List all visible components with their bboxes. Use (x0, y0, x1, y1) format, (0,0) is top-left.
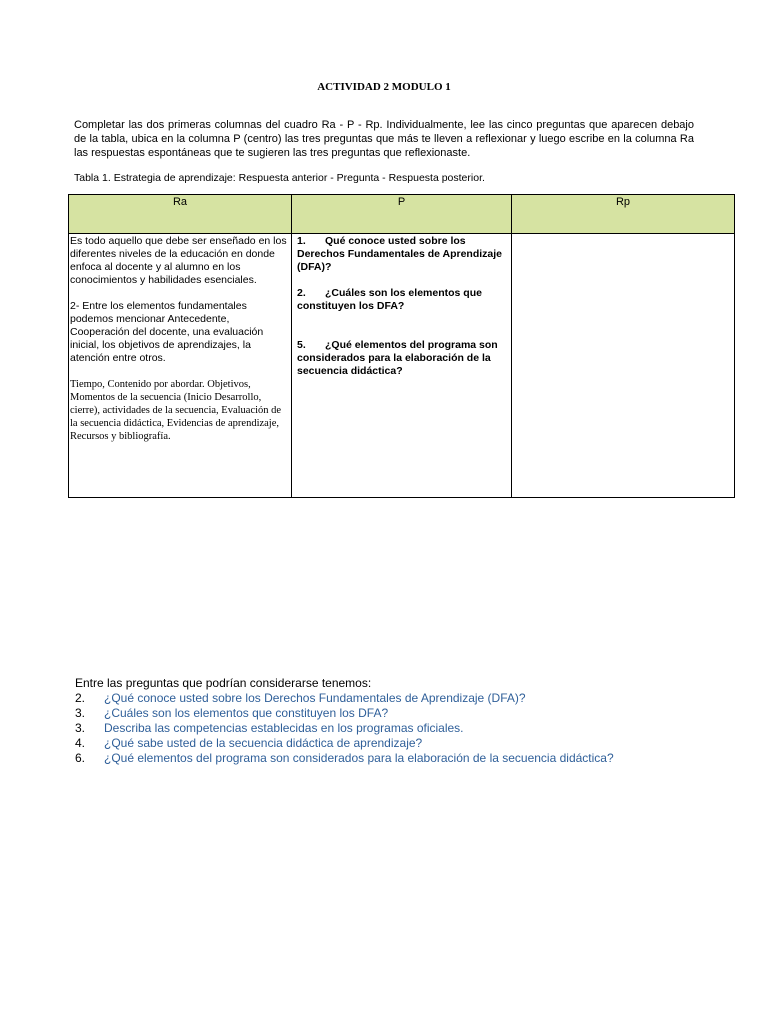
p-cell (292, 234, 512, 498)
p-question-3: 5. ¿Qué elementos del programa son considerados para la elaboración de la secuencia didáctica? (297, 339, 498, 377)
list-item: 2. ¿Qué conoce usted sobre los Derechos Fundamentales de Aprendizaje (DFA)? (75, 691, 526, 705)
ra-cell (69, 234, 292, 498)
header-ra: Ra (69, 195, 292, 234)
ra-answer-1: Es todo aquello que debe ser enseñado en los diferentes niveles de la educación en donde enfoca al docente y al alumno en los conocimientos y habilidades esenciales. (70, 235, 287, 286)
strategy-table (68, 194, 735, 498)
header-rp: Rp (512, 195, 735, 234)
instructions-paragraph: Completar las dos primeras columnas del cuadro Ra - P - Rp. Individualmente, lee las cinco preguntas que aparecen debajo de la tabla, ubica en la columna P (centro) las tres preguntas que más te lleven a reflexionar y luego escribe en la columna Ra las respuestas espontáneas que te sugieren las tres preguntas que reflexionaste. (74, 119, 694, 159)
ra-answer-3: Tiempo, Contenido por abordar. Objetivos, Momentos de la secuencia (Inicio Desarrollo, cierre), actividades de la secuencia, Evaluación de la secuencia didáctica, Evidencias de aprendizaje, Recursos y bibliografía. (70, 379, 282, 442)
table-row (69, 234, 735, 498)
ra-answer-2: 2- Entre los elementos fundamentales podemos mencionar Antecedente, Cooperación del docente, una evaluación inicial, los objetivos de aprendizajes, la atención entre otros. (70, 300, 264, 364)
list-item: 4. ¿Qué sabe usted de la secuencia didáctica de aprendizaje? (75, 736, 423, 750)
list-item: 3. ¿Cuáles son los elementos que constituyen los DFA? (75, 706, 389, 720)
header-p: P (292, 195, 512, 234)
table-caption: Tabla 1. Estrategia de aprendizaje: Respuesta anterior - Pregunta - Respuesta posterior. (74, 172, 485, 184)
rp-cell (512, 234, 735, 498)
questions-section (75, 676, 735, 766)
questions-intro: Entre las preguntas que podrían considerarse tenemos: (75, 676, 372, 690)
p-question-2: 2. ¿Cuáles son los elementos que constituyen los DFA? (297, 287, 482, 312)
list-item: 6. ¿Qué elementos del programa son considerados para la elaboración de la secuencia didáctica? (75, 751, 614, 765)
list-item: 3. Describa las competencias establecidas en los programas oficiales. (75, 721, 464, 735)
table-header-row (69, 195, 735, 234)
document-title: ACTIVIDAD 2 MODULO 1 (317, 81, 451, 93)
p-question-1: 1. Qué conoce usted sobre los Derechos Fundamentales de Aprendizaje (DFA)? (297, 235, 503, 273)
